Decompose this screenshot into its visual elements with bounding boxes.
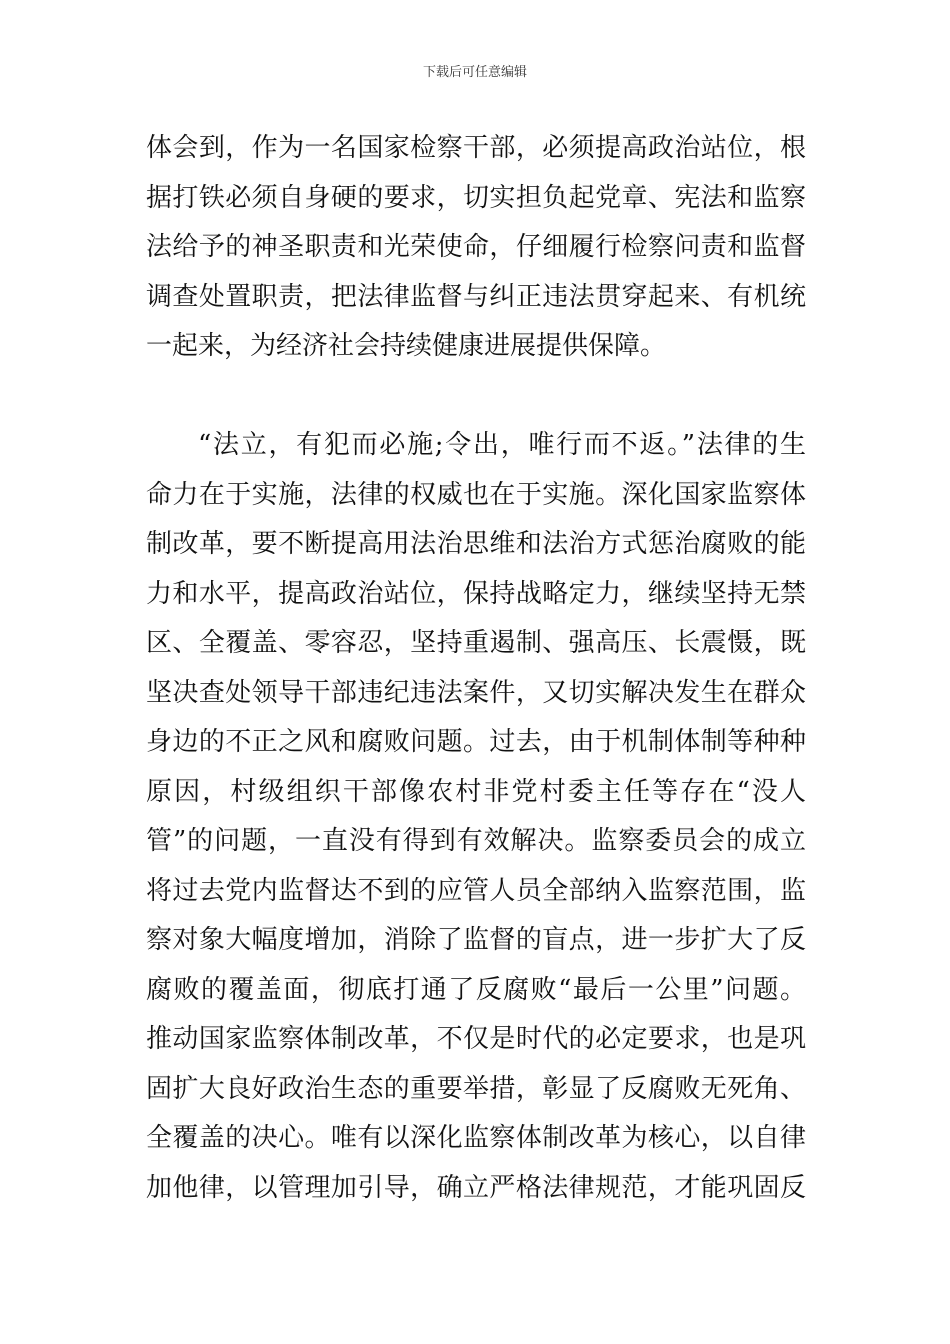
text-line: 据打铁必须自身硬的要求，切实担负起党章、宪法和监察 bbox=[146, 182, 806, 213]
text-line: 察对象大幅度增加，消除了监督的盲点，进一步扩大了反 bbox=[146, 925, 806, 955]
text-line: 将过去党内监督达不到的应管人员全部纳入监察范围，监 bbox=[146, 875, 806, 906]
paragraph-1 bbox=[146, 124, 806, 372]
text-line: 体会到，作为一名国家检察干部，必须提高政治站位，根 bbox=[146, 133, 806, 163]
text-line: 区、全覆盖、零容忍，坚持重遏制、强高压、长震慑，既 bbox=[146, 628, 806, 658]
text-line: 调查处置职责，把法律监督与纠正违法贯穿起来、有机统 bbox=[146, 281, 806, 312]
text-line: 原因，村级组织干部像农村非党村委主任等存在“没人 bbox=[146, 776, 806, 807]
text-line: 命力在于实施，法律的权威也在于实施。深化国家监察体 bbox=[146, 479, 806, 510]
paragraph-2 bbox=[146, 421, 806, 1213]
text-line: 管”的问题，一直没有得到有效解决。监察委员会的成立 bbox=[146, 826, 806, 856]
text-line: 加他律，以管理加引导，确立严格法律规范，才能巩固反 bbox=[146, 1172, 806, 1203]
text-line: 力和水平，提高政治站位，保持战略定力，继续坚持无禁 bbox=[146, 578, 806, 609]
text-line: 坚决查处领导干部违纪违法案件，又切实解决发生在群众 bbox=[146, 677, 806, 708]
page-header: 下载后可任意编辑 bbox=[422, 65, 527, 80]
text-line: 身边的不正之风和腐败问题。过去，由于机制体制等种种 bbox=[146, 727, 806, 757]
text-line: 法给予的神圣职责和光荣使命，仔细履行检察问责和监督 bbox=[146, 232, 806, 262]
text-line: 推动国家监察体制改革，不仅是时代的必定要求，也是巩 bbox=[146, 1024, 806, 1054]
text-line: “法立，有犯而必施;令出，唯行而不返。”法律的生 bbox=[198, 430, 806, 460]
text-line: 一起来，为经济社会持续健康进展提供保障。 bbox=[146, 331, 667, 361]
text-line: 固扩大良好政治生态的重要举措，彰显了反腐败无死角、 bbox=[146, 1073, 806, 1104]
text-line: 制改革，要不断提高用法治思维和法治方式惩治腐败的能 bbox=[146, 529, 806, 559]
text-line: 腐败的覆盖面，彻底打通了反腐败“最后一公里”问题。 bbox=[146, 974, 806, 1005]
text-line: 全覆盖的决心。唯有以深化监察体制改革为核心，以自律 bbox=[146, 1123, 806, 1153]
